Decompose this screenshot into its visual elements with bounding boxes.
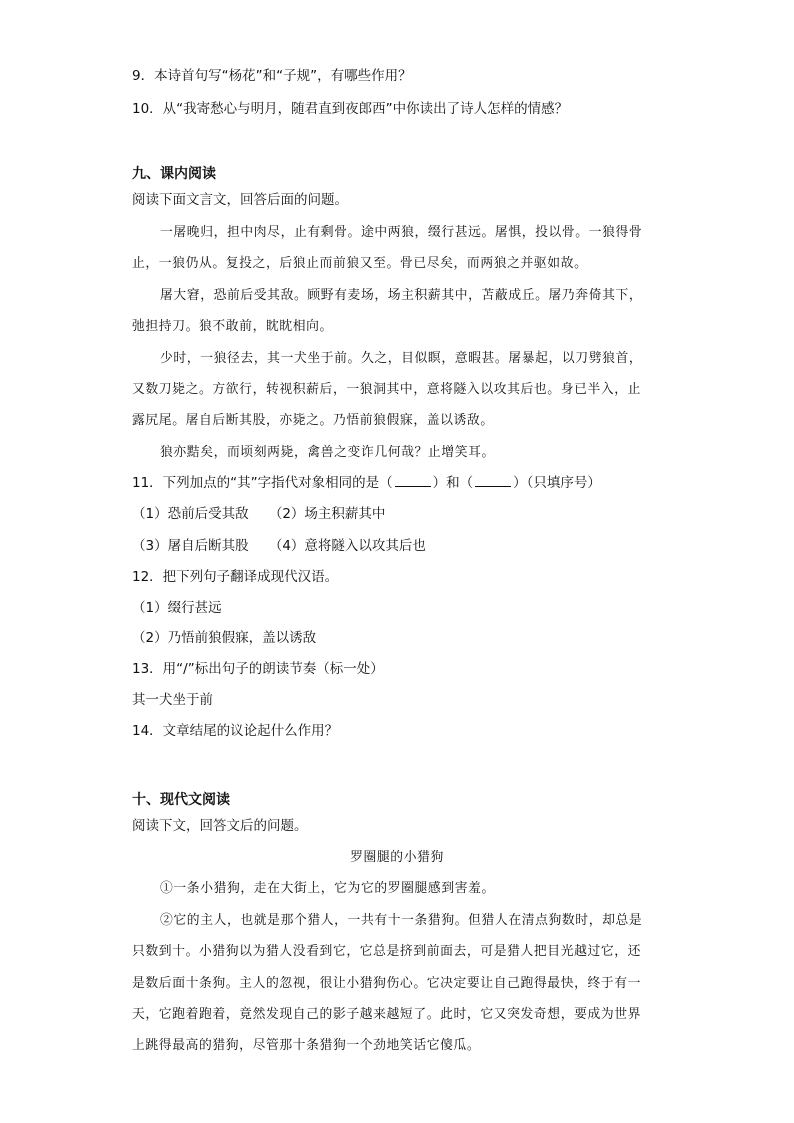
passage-line: 一屠晚归，担中肉尽，止有剩骨。途中两狼，缀行甚远。屠惧，投以骨。一狼得骨 — [160, 225, 643, 240]
section-9-intro: 阅读下面文言文，回答后面的问题。 — [132, 192, 348, 208]
article-line: ①一条小猎狗，走在大街上，它为它的罗圈腿感到害羞。 — [160, 881, 495, 896]
section-10-title: 十、现代文阅读 — [132, 792, 230, 808]
question-12-item-2: （2）乃悟前狼假寐，盖以诱敌 — [132, 630, 317, 646]
question-11-part-b: ）和（ — [432, 475, 474, 491]
question-11-options-row-2: （3）屠自后断其股 （4）意将隧入以攻其后也 — [132, 538, 426, 554]
passage-line: 弛担持刀。狼不敢前，眈眈相向。 — [132, 319, 333, 334]
question-11-options-row-1: （1）恐前后受其敌 （2）场主积薪其中 — [132, 506, 386, 522]
passage-line: 少时，一狼径去，其一犬坐于前。久之，目似瞑，意暇甚。屠暴起，以刀劈狼首， — [160, 351, 643, 366]
passage-line: 狼亦黠矣，而顷刻两毙，禽兽之变诈几何哉？止增笑耳。 — [160, 445, 495, 460]
section-9-title: 九、课内阅读 — [132, 166, 216, 182]
question-10: 10．从“我寄愁心与明月，随君直到夜郎西”中你读出了诗人怎样的情感？ — [132, 101, 569, 117]
article-title: 罗圈腿的小猎狗 — [350, 850, 444, 865]
section-10-intro: 阅读下文，回答文后的问题。 — [132, 818, 308, 834]
passage-line: 止，一狼仍从。复投之，后狼止而前狼又至。骨已尽矣，而两狼之并驱如故。 — [132, 256, 588, 271]
question-11-part-a: 11．下列加点的“其”字指代对象相同的是（ — [132, 475, 393, 491]
passage-line: 屠大窘，恐前后受其敌。顾野有麦场，场主积薪其中，苫蔽成丘。屠乃奔倚其下， — [160, 288, 643, 303]
question-13: 13．用“/”标出句子的朗读节奏（标一处） — [132, 661, 384, 677]
question-12-item-1: （1）缀行甚远 — [132, 600, 222, 616]
passage-line: 露尻尾。屠自后断其股，亦毙之。乃悟前狼假寐，盖以诱敌。 — [132, 413, 494, 428]
question-11 — [132, 472, 601, 493]
article-line: 上跳得最高的猎狗，尽管那十条猎狗一个劲地笑话它傻瓜。 — [132, 1038, 481, 1053]
question-11-part-c: ）（只填序号） — [513, 475, 601, 491]
question-9: 9．本诗首句写“杨花”和“子规”，有哪些作用？ — [132, 68, 412, 84]
passage-line: 又数刀毙之。方欲行，转视积薪后，一狼洞其中，意将隧入以攻其后也。身已半入，止 — [132, 382, 642, 397]
question-13-sentence: 其一犬坐于前 — [132, 692, 213, 708]
article-line: ②它的主人，也就是那个猎人，一共有十一条猎狗。但猎人在清点狗数时，却总是 — [160, 913, 643, 928]
article-line: 是数后面十条狗。主人的忽视，很让小猎狗伤心。它决定要让自己跑得最快，终于有一 — [132, 976, 642, 991]
question-14: 14．文章结尾的议论起什么作用？ — [132, 723, 339, 739]
article-line: 天，它跑着跑着，竟然发现自己的影子越来越短了。此时，它又突发奇想，要成为世界 — [132, 1007, 642, 1022]
article-line: 只数到十。小猎狗以为猎人没看到它，它总是挤到前面去，可是猎人把目光越过它，还 — [132, 944, 642, 959]
question-12: 12．把下列句子翻译成现代汉语。 — [132, 569, 339, 585]
answer-blank-2[interactable] — [475, 472, 511, 487]
answer-blank-1[interactable] — [395, 472, 431, 487]
